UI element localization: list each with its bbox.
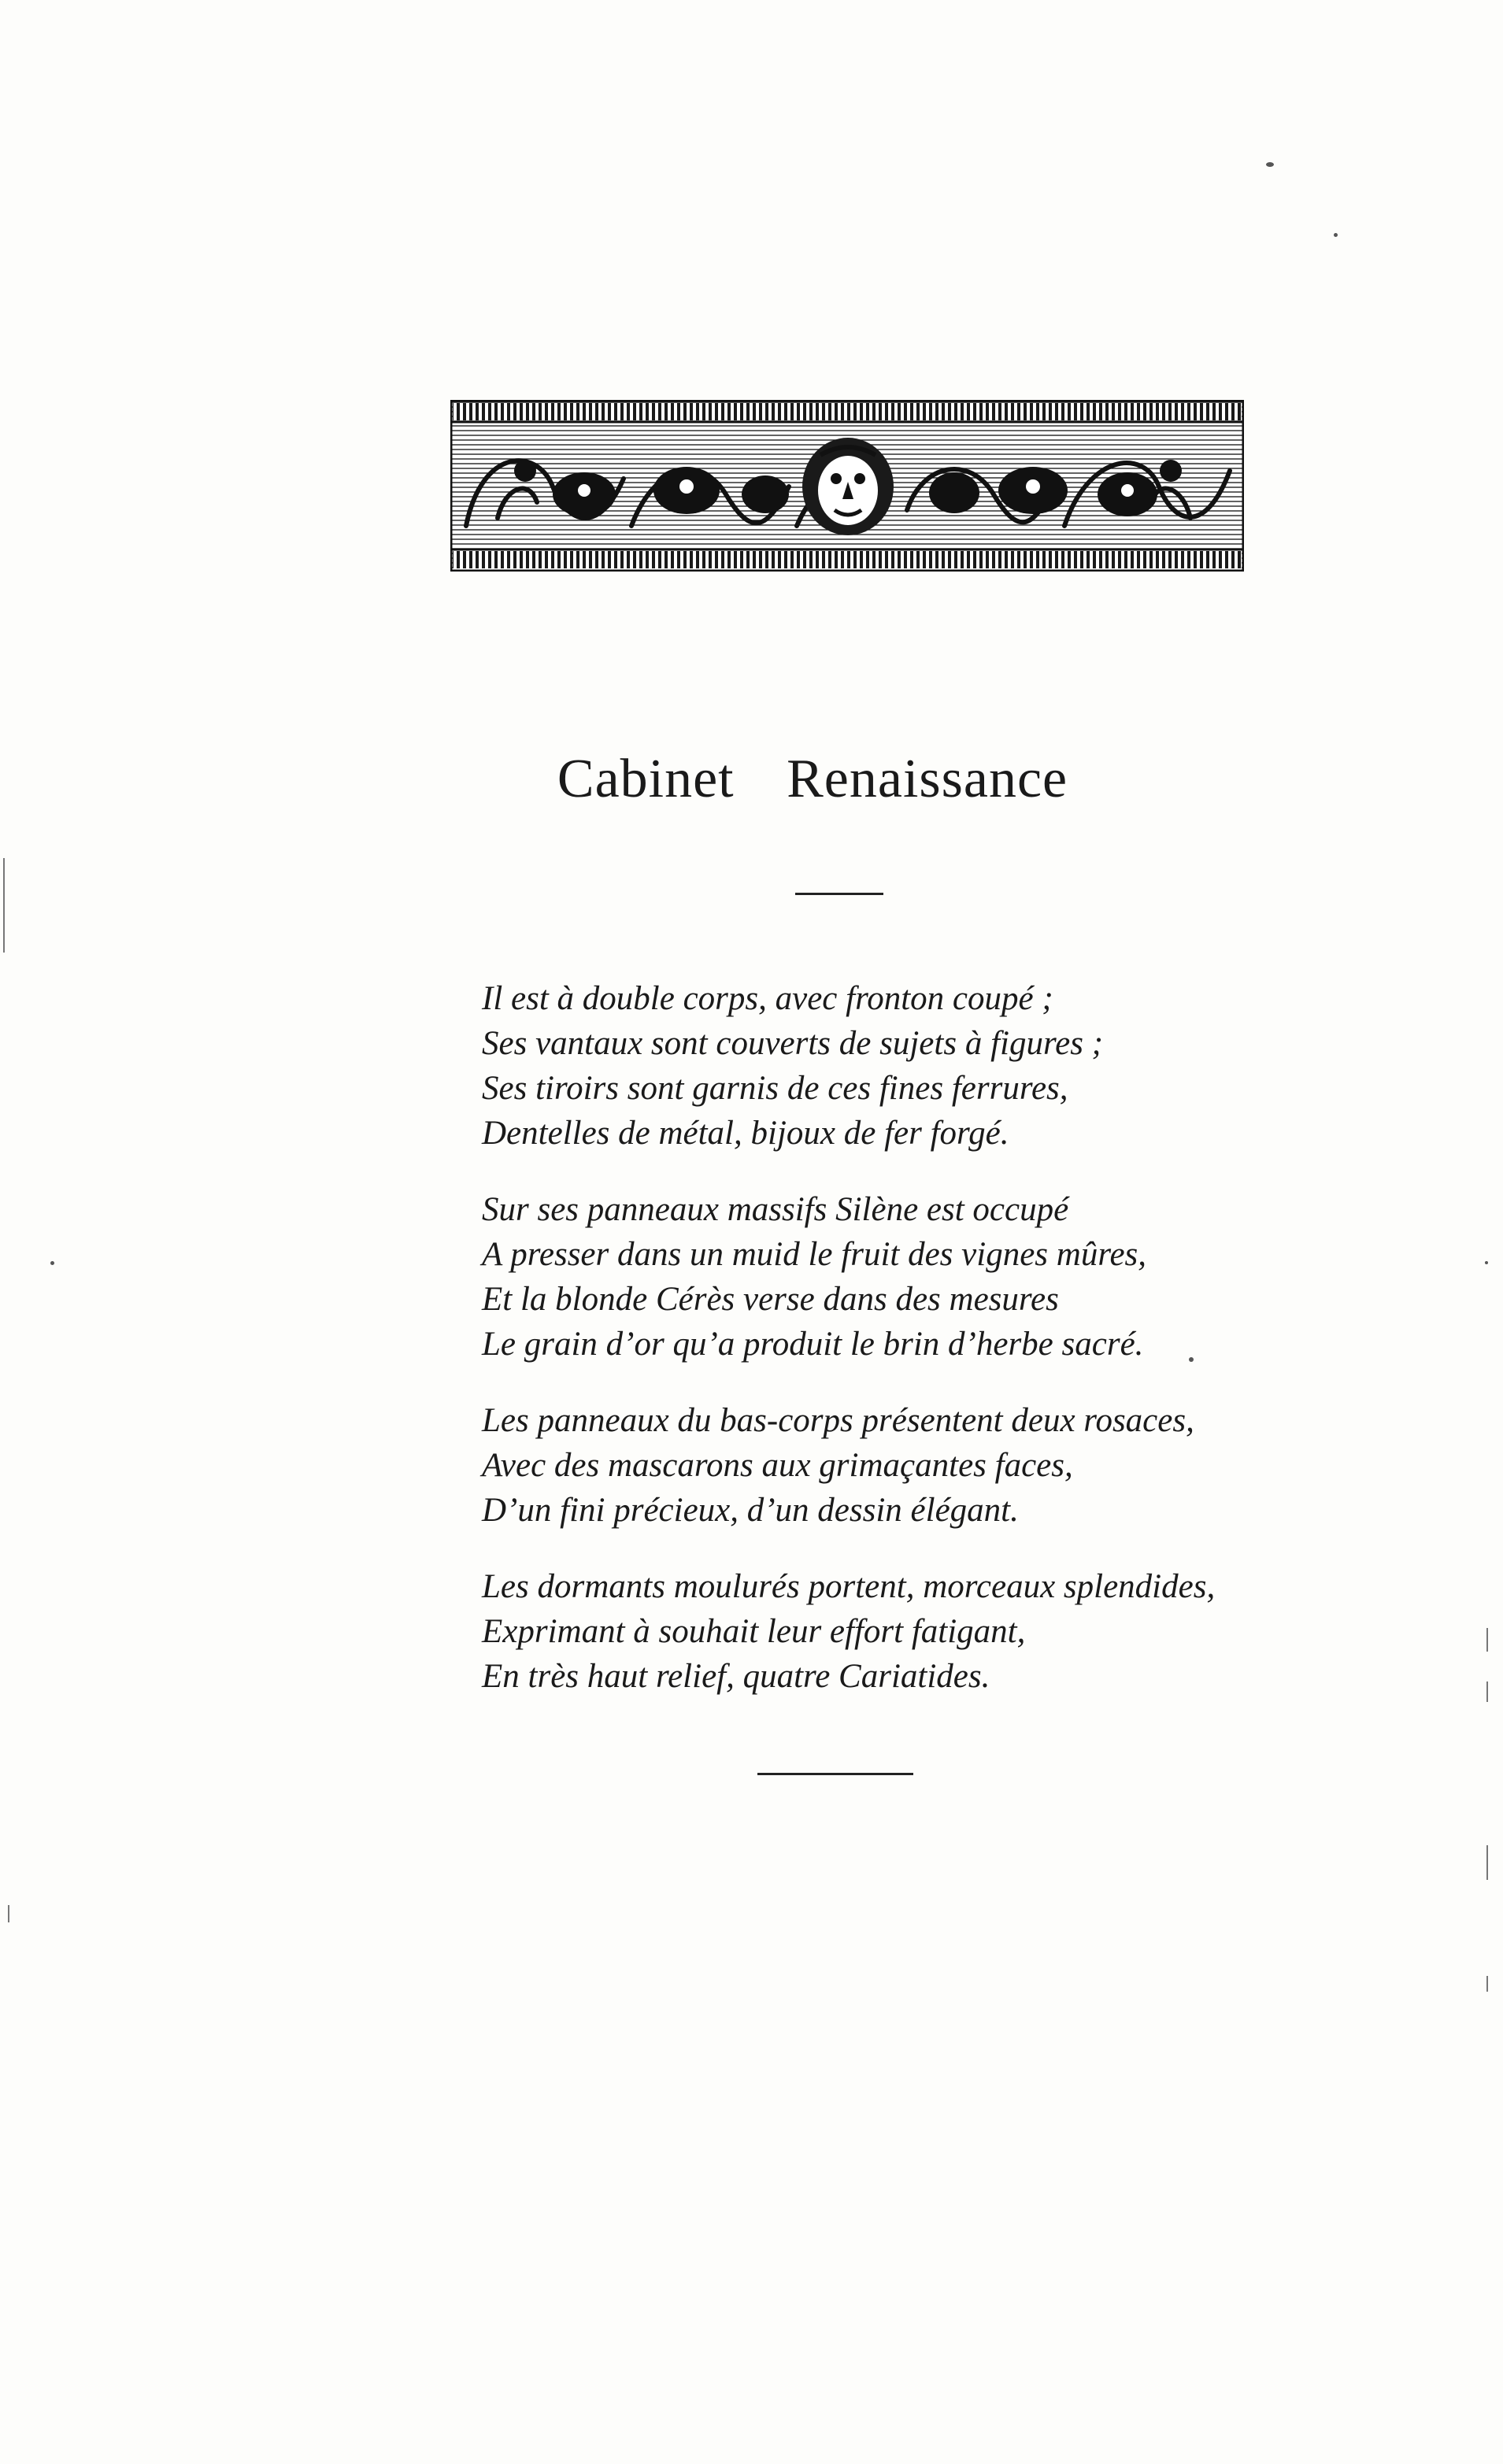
scan-speck bbox=[1189, 1357, 1194, 1362]
closing-divider-rule bbox=[757, 1773, 913, 1775]
poem-line: Exprimant à souhait leur effort fatigant, bbox=[482, 1613, 1026, 1650]
scan-speck bbox=[1485, 1261, 1488, 1264]
poem-line: Ses tiroirs sont garnis de ces fines ferrures, bbox=[482, 1070, 1068, 1107]
scan-speck bbox=[1334, 233, 1338, 237]
ornamental-header-engraving bbox=[450, 400, 1244, 572]
poem-line: D’un fini précieux, d’un dessin élégant. bbox=[482, 1492, 1019, 1529]
poem-line: Les panneaux du bas-corps présentent deux rosaces, bbox=[482, 1402, 1194, 1439]
poem-line: Il est à double corps, avec fronton coupé ; bbox=[482, 980, 1053, 1017]
poem-line: A presser dans un muid le fruit des vignes mûres, bbox=[482, 1236, 1147, 1273]
scan-edge-mark bbox=[1486, 1845, 1488, 1880]
scan-edge-mark bbox=[3, 858, 5, 953]
title-divider-rule bbox=[795, 893, 883, 895]
scan-speck bbox=[50, 1261, 54, 1265]
scan-edge-mark bbox=[1486, 1976, 1488, 1992]
stanza bbox=[482, 1564, 1269, 1699]
poem-line: Avec des mascarons aux grimaçantes faces, bbox=[482, 1447, 1073, 1484]
stanza bbox=[482, 1187, 1269, 1367]
stanza bbox=[482, 1398, 1269, 1533]
stanza bbox=[482, 976, 1269, 1156]
poem-line: En très haut relief, quatre Cariatides. bbox=[482, 1658, 990, 1695]
scan-edge-mark bbox=[1486, 1682, 1488, 1702]
poem-line: Ses vantaux sont couverts de sujets à figures ; bbox=[482, 1025, 1103, 1062]
page-title: Cabinet Renaissance bbox=[557, 749, 1068, 809]
poem-line: Dentelles de métal, bijoux de fer forgé. bbox=[482, 1115, 1009, 1152]
scan-edge-mark bbox=[1486, 1628, 1488, 1652]
poem-line: Les dormants moulurés portent, morceaux splendides, bbox=[482, 1568, 1216, 1605]
poem-line: Le grain d’or qu’a produit le brin d’herbe sacré. bbox=[482, 1326, 1144, 1363]
poem-line: Et la blonde Cérès verse dans des mesures bbox=[482, 1281, 1059, 1318]
poem-line: Sur ses panneaux massifs Silène est occupé bbox=[482, 1191, 1069, 1228]
scan-speck bbox=[1266, 162, 1274, 167]
poem bbox=[482, 976, 1269, 1730]
scan-edge-mark bbox=[8, 1905, 9, 1922]
